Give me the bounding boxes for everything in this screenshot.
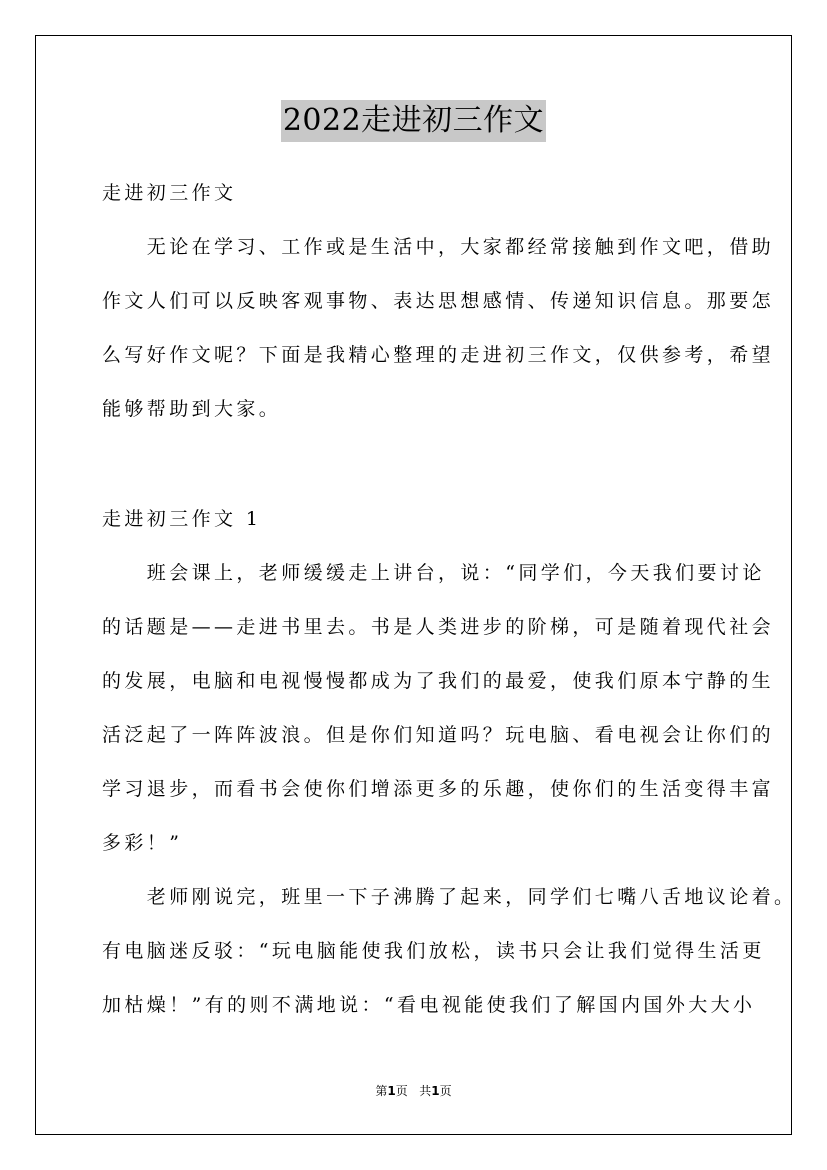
essay-line: 学习退步，而看书会使你们增添更多的乐趣，使你们的生活变得丰富 [102,778,775,800]
essay-line: 的发展，电脑和电视慢慢都成为了我们的最爱，使我们原本宁静的生 [102,670,775,692]
intro-paragraph [102,220,775,436]
total-prefix: 共 [419,1084,432,1098]
essay-line: 的话题是——走进书里去。书是人类进步的阶梯，可是随着现代社会 [102,616,775,638]
essay-line: 加枯燥！”有的则不满地说：“看电视能使我们了解国内国外大大小 [102,994,756,1016]
essay-line: 班会课上，老师缓缓走上讲台，说：“同学们，今天我们要讨论 [102,562,765,584]
intro-line: 么写好作文呢？下面是我精心整理的走进初三作文，仅供参考，希望 [102,344,775,366]
page-suffix: 页 [395,1084,408,1098]
essay-paragraph-1 [102,546,775,870]
essay-heading: 走进初三作文 1 [102,508,262,530]
document-title: 2022走进初三作文 [281,100,546,142]
total-suffix: 页 [439,1084,452,1098]
intro-line: 无论在学习、工作或是生活中，大家都经常接触到作文吧，借助 [102,236,775,258]
essay-line: 多彩！” [102,832,183,854]
essay-line: 有电脑迷反驳：“玩电脑能使我们放松，读书只会让我们觉得生活更 [102,940,765,962]
title-container [0,100,827,142]
essay-line: 老师刚说完，班里一下子沸腾了起来，同学们七嘴八舌地议论着。 [102,886,797,908]
page-number: 1 [387,1084,396,1098]
page-prefix: 第 [375,1084,388,1098]
essay-line: 活泛起了一阵阵波浪。但是你们知道吗？玩电脑、看电视会让你们的 [102,724,775,746]
essay-paragraph-2 [102,870,797,1032]
total-pages: 1 [431,1084,440,1098]
intro-line: 能够帮助到大家。 [102,398,282,420]
page-footer [0,1083,827,1099]
section-heading: 走进初三作文 [102,182,237,204]
intro-line: 作文人们可以反映客观事物、表达思想感情、传递知识信息。那要怎 [102,290,775,312]
